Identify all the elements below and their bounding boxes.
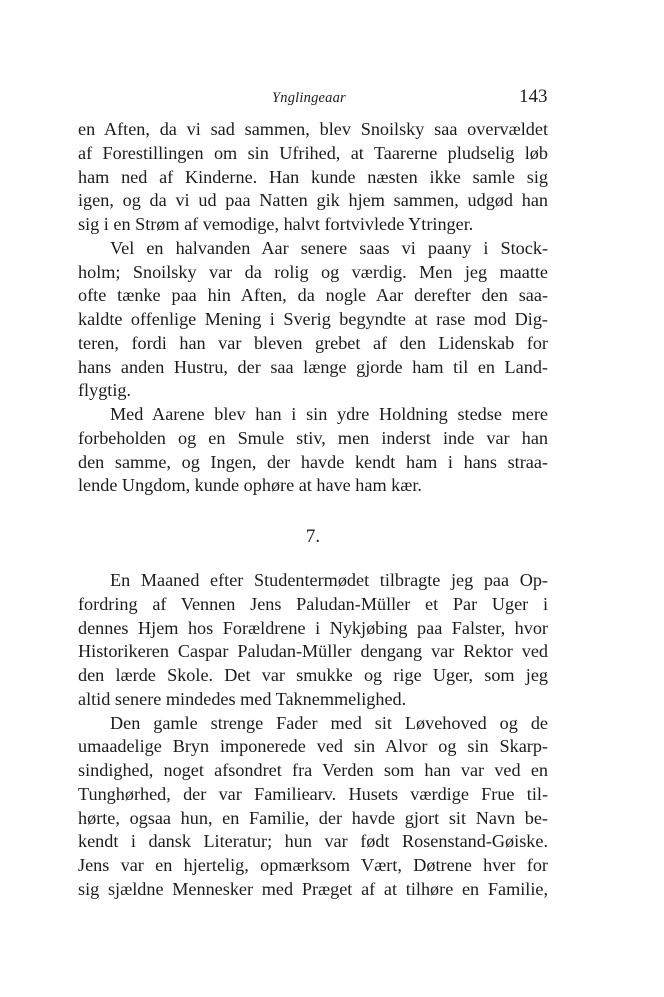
text-line: igen, og da vi ud paa Natten gik hjem sammen, udgød han [78,190,548,211]
text-line: fordring af Vennen Jens Paludan-Müller et Par Uger i [78,593,548,614]
text-line: lende Ungdom, kunde ophøre at have ham kær. [78,475,422,496]
running-title: Ynglingeaar [272,90,346,106]
text-line: Jens var en hjertelig, opmærksom Vært, Døtrene hver for [78,855,548,875]
text-line: den lærde Skole. Det var smukke og rige Uger, som jeg [78,665,548,685]
text-line: dennes Hjem hos Forældrene i Nykjøbing paa Falster, hvor [78,617,548,638]
paragraph [78,569,548,712]
text-line: Vel en halvanden Aar senere saas vi paany i Stock- [110,237,548,258]
page-number: 143 [519,86,548,107]
text-line: Historikeren Caspar Paludan-Müller dengang var Rektor ved [78,641,548,662]
text-line: sig i en Strøm af vemodige, halvt fortvivlede Ytringer. [78,214,474,234]
paragraph [78,403,548,498]
text-line: ham ned af Kinderne. Han kunde næsten ikke samle sig [78,166,548,187]
text-line: altid senere mindedes med Taknemmelighed. [78,688,407,709]
text-line: kaldte offenlige Mening i Sverig begyndte at rase mod Dig- [78,309,548,329]
text-line: En Maaned efter Studentermødet tilbragte jeg paa Op- [110,570,548,590]
text-line: forbeholden og en Smule stiv, men inderst inde var han [78,427,548,448]
text-line: hørte, ogsaa hun, en Familie, der havde gjort sit Navn be- [78,807,548,828]
text-line: hans anden Hustru, der saa længe gjorde ham til en Land- [78,356,548,377]
paragraph [78,712,548,902]
text-line: umaadelige Bryn imponerede ved sin Alvor og sin Skarp- [78,736,548,757]
text-line: holm; Snoilsky var da rolig og værdig. Men jeg maatte [78,261,548,282]
text-line: af Forestillingen om sin Ufrihed, at Taarerne pludselig løb [78,142,548,163]
text-line: den samme, og Ingen, der havde kendt ham i hans straa- [78,451,548,472]
text-line: sig sjældne Mennesker med Præget af at tilhøre en Familie, [78,878,548,899]
paragraph [78,118,548,237]
body-text [78,118,548,902]
text-line: en Aften, da vi sad sammen, blev Snoilsky saa overvældet [78,119,548,139]
running-header [0,86,664,112]
text-line: kendt i dansk Literatur; hun var født Rosenstand-Gøiske. [78,831,548,852]
section-spacer [78,498,548,522]
text-line: Med Aarene blev han i sin ydre Holdning stedse mere [110,404,548,424]
text-line: ofte tænke paa hin Aften, da nogle Aar derefter den saa- [78,285,548,306]
text-line: Den gamle strenge Fader med sit Løvehoved og de [110,712,548,733]
paragraph [78,237,548,403]
text-line: teren, fordi han var bleven grebet af den Lidenskab for [78,332,548,353]
text-line: flygtig. [78,380,132,401]
text-line: sindighed, noget afsondret fra Verden som han var ved en [78,760,548,780]
text-line: Tunghørhed, der var Familiearv. Husets værdige Frue til- [78,783,548,804]
section-spacer [78,552,548,569]
section-number: 7. [305,526,321,547]
